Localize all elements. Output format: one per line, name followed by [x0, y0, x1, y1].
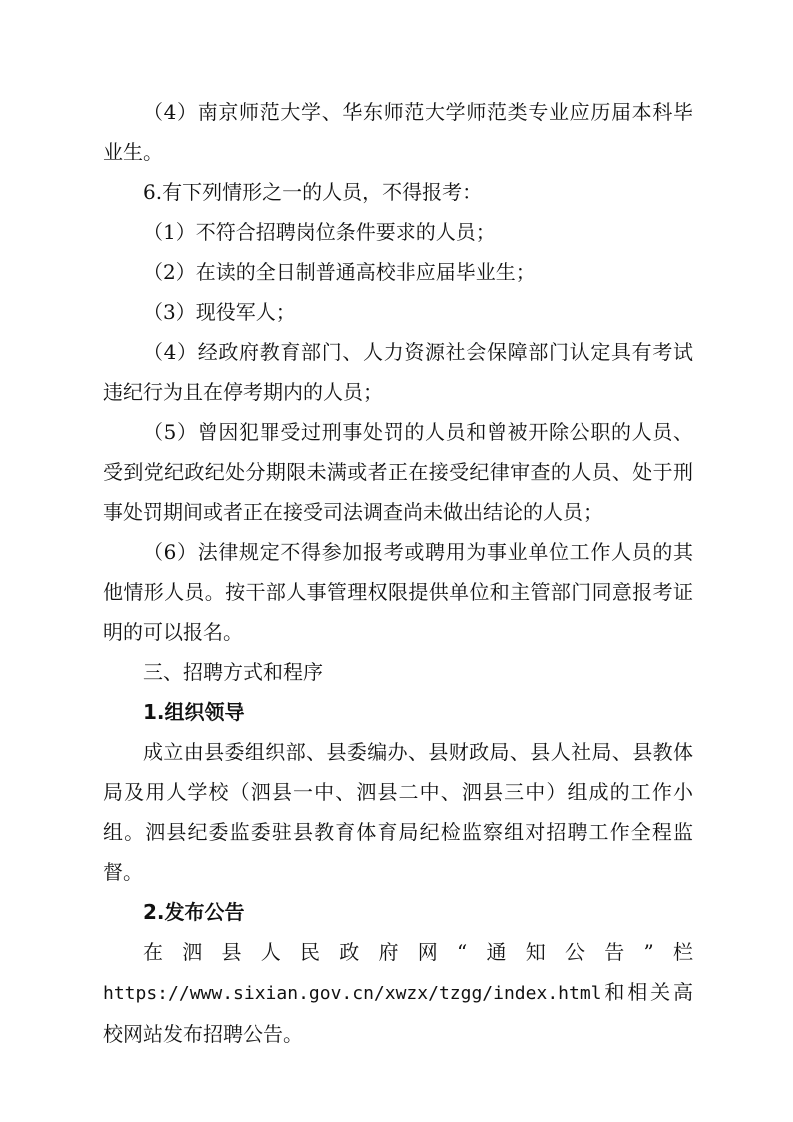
document-body — [103, 92, 693, 1054]
announcement-tail: 和相关高校网站发布招聘公告。 — [103, 980, 693, 1046]
announcement-url: https://www.sixian.gov.cn/xwzx/tzgg/index.html — [103, 983, 602, 1004]
paragraph-announcement-rest — [103, 972, 693, 1054]
subsection-heading-announcement: 2.发布公告 — [143, 900, 245, 924]
paragraph-ineligible-5: （5）曾因犯罪受过刑事处罚的人员和曾被开除公职的人员、受到党纪政纪处分期限未满或者正在接受纪律审查的人员、处于刑事处罚期间或者正在接受司法调查尚未做出结论的人员； — [103, 420, 693, 524]
paragraph-ineligible-intro: 6.有下列情形之一的人员，不得报考： — [143, 180, 483, 204]
paragraph-ineligible-6: （6）法律规定不得参加报考或聘用为事业单位工作人员的其他情形人员。按干部人事管理权限提供单位和主管部门同意报考证明的可以报名。 — [103, 540, 693, 644]
subsection-heading-organization: 1.组织领导 — [143, 700, 245, 724]
paragraph-organization: 成立由县委组织部、县委编办、县财政局、县人社局、县教体局及用人学校（泗县一中、泗县二中、泗县三中）组成的工作小组。泗县纪委监委驻县教育体育局纪检监察组对招聘工作全程监督。 — [103, 740, 693, 884]
paragraph-item-4-nanjing: （4）南京师范大学、华东师范大学师范类专业应历届本科毕业生。 — [103, 100, 693, 164]
paragraph-ineligible-3: （3）现役军人； — [143, 300, 296, 324]
paragraph-ineligible-1: （1）不符合招聘岗位条件要求的人员； — [143, 220, 496, 244]
paragraph-announcement-line1: 在泗县人民政府网“通知公告”栏 — [143, 940, 693, 964]
paragraph-ineligible-4: （4）经政府教育部门、人力资源社会保障部门认定具有考试违纪行为且在停考期内的人员； — [103, 340, 693, 404]
paragraph-ineligible-2: （2）在读的全日制普通高校非应届毕业生； — [143, 260, 536, 284]
section-heading: 三、招聘方式和程序 — [143, 660, 323, 684]
